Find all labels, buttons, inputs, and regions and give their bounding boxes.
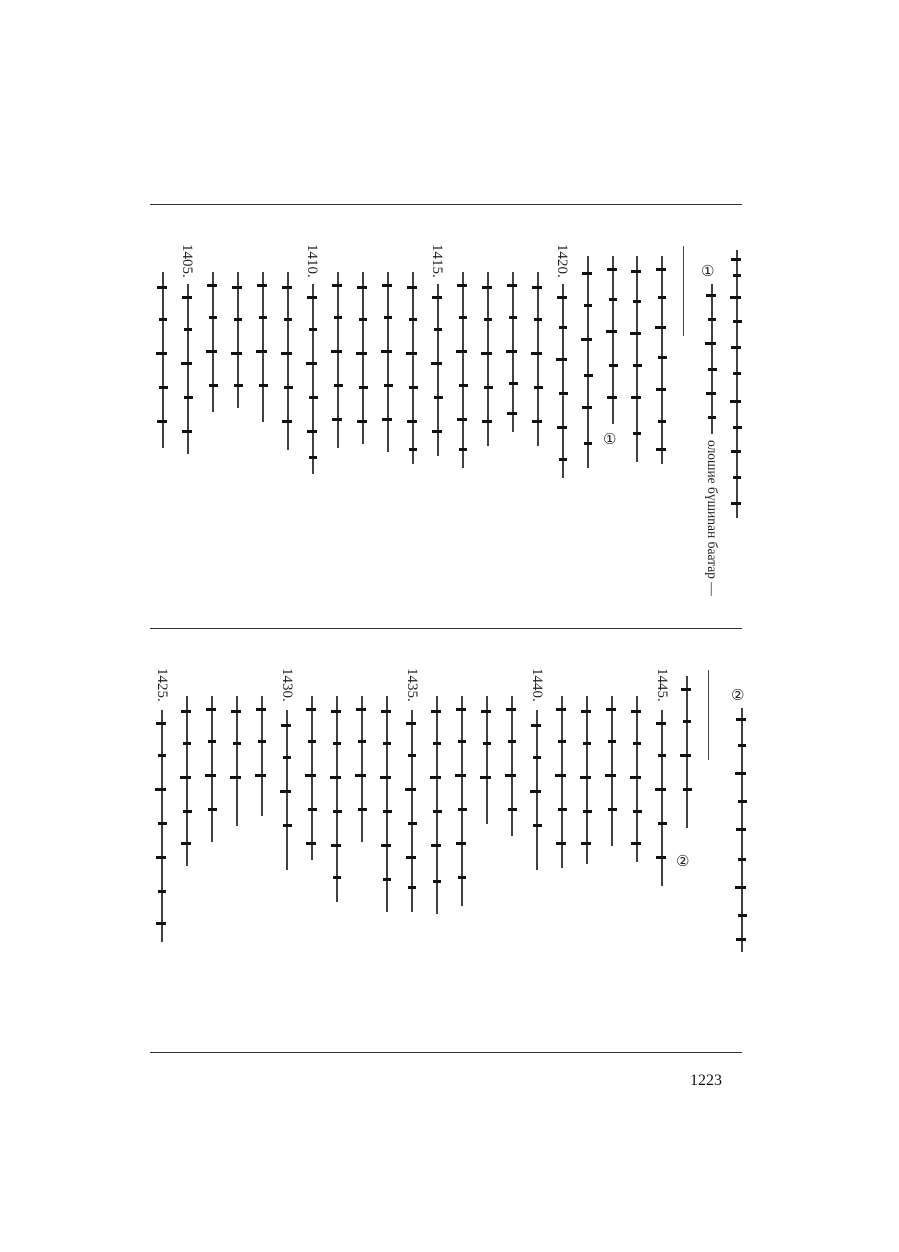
verse-col-top-7 [503,272,523,432]
verse-col-bottom-3 [627,696,647,862]
verse-col-top-16 [278,272,298,450]
verse-col-bottom-18 [252,696,272,816]
line-number-1440: 1440. [529,668,545,702]
verse-col-top-21 [153,272,173,448]
verse-col-top-18 [228,272,248,408]
verse-col-top-20 [178,284,198,454]
line-number-1410: 1410. [304,244,320,278]
verse-col-bottom-8 [502,696,522,836]
verse-col-bottom-1 [677,676,697,828]
line-number-1430: 1430. [279,668,295,702]
verse-col-bottom-7 [527,710,547,870]
verse-col-top-4 [578,256,598,468]
verse-col-bottom-21 [177,696,197,866]
verse-col-top-14 [328,272,348,448]
verse-col-top-9 [453,272,473,468]
verse-col-bottom-13 [377,696,397,912]
footnote-separator-top [683,246,684,336]
verse-col-top-2 [627,256,647,462]
verse-col-bottom-20 [202,696,222,842]
line-number-1405: 1405. [179,244,195,278]
footnote-1-cyrillic: олошие бүшиnан баатар — [705,440,720,596]
inline-footnote-2-marker: ② [676,852,690,870]
verse-col-top-5 [553,284,573,478]
verse-col-top-19 [203,272,223,412]
verse-col-bottom-2 [652,710,672,886]
middle-rule [150,628,742,629]
verse-col-bottom-15 [327,696,347,902]
verse-col-top-1 [652,256,672,464]
footnote-bottom-col-1 [732,708,752,952]
inline-footnote-1-marker: ① [603,430,617,448]
verse-col-bottom-9 [477,696,497,824]
top-rule [150,204,742,205]
verse-col-bottom-19 [227,696,247,826]
verse-col-top-17 [253,272,273,422]
verse-col-top-13 [353,272,373,444]
verse-col-top-11 [403,272,423,464]
line-number-1415: 1415. [429,244,445,278]
footnote-1-marker: ① [701,262,715,280]
line-number-1420: 1420. [554,244,570,278]
verse-col-bottom-4 [602,696,622,846]
mongolian-script-graphic [702,284,722,434]
page-number: 1223 [690,1072,722,1089]
verse-col-top-15 [303,284,323,474]
verse-col-top-12 [378,272,398,452]
footnote-top-col-1 [727,250,747,518]
line-number-1425: 1425. [154,668,170,702]
footnote-2-marker: ② [731,686,745,704]
verse-col-top-10 [428,284,448,456]
verse-col-bottom-12 [402,710,422,912]
bottom-rule [150,1052,742,1053]
verse-col-bottom-22 [152,710,172,942]
verse-col-bottom-11 [427,696,447,914]
verse-col-bottom-10 [452,696,472,906]
mongolian-script-graphic [732,708,752,952]
footnote-separator-bottom [708,670,709,760]
verse-col-top-3 [603,256,623,424]
verse-col-bottom-5 [577,696,597,864]
verse-col-bottom-6 [552,696,572,868]
verse-col-top-6 [528,272,548,446]
line-number-1435: 1435. [404,668,420,702]
verse-col-bottom-16 [302,696,322,860]
verse-col-bottom-14 [352,696,372,842]
verse-col-top-8 [478,272,498,446]
line-number-1445: 1445. [654,668,670,702]
verse-col-bottom-17 [277,710,297,870]
mongolian-script-graphic [727,250,747,518]
footnote-top-col-2 [702,284,722,434]
